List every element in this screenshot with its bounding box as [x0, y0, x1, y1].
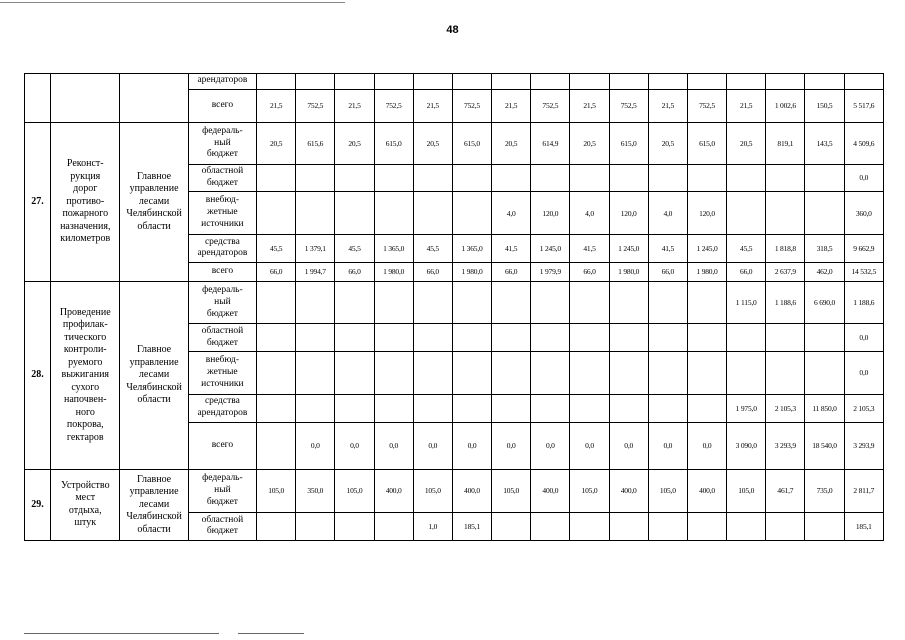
value-cell: 400,0: [374, 469, 413, 512]
value-cell: [570, 394, 609, 422]
value-cell: 1 365,0: [374, 235, 413, 263]
value-cell: [335, 281, 374, 324]
value-cell: [609, 512, 648, 540]
value-cell: 21,5: [648, 89, 687, 123]
value-cell: 105,0: [570, 469, 609, 512]
value-cell: 1 980,0: [687, 262, 726, 281]
value-cell: [296, 512, 335, 540]
value-cell: 615,0: [452, 123, 491, 164]
value-cell: 45,5: [413, 235, 452, 263]
value-cell: 1 245,0: [687, 235, 726, 263]
value-cell: 120,0: [531, 192, 570, 235]
total-cell: 5 517,6: [844, 89, 883, 123]
value-cell: 6 690,0: [805, 281, 844, 324]
value-cell: 21,5: [257, 89, 296, 123]
value-cell: [805, 192, 844, 235]
value-cell: [413, 164, 452, 192]
value-cell: 752,5: [296, 89, 335, 123]
value-cell: 1 980,0: [452, 262, 491, 281]
value-cell: 105,0: [727, 469, 766, 512]
value-cell: 21,5: [413, 89, 452, 123]
value-cell: [257, 394, 296, 422]
value-cell: [609, 394, 648, 422]
value-cell: 819,1: [766, 123, 805, 164]
footer-rule-right: [238, 633, 304, 634]
funding-source: всего: [188, 262, 256, 281]
value-cell: 105,0: [335, 469, 374, 512]
total-cell: 0,0: [844, 352, 883, 395]
responsible-body: Главное управление лесами Челябинской области: [120, 281, 188, 469]
funding-source: внебюд- жетные источники: [188, 192, 256, 235]
value-cell: [570, 74, 609, 90]
value-cell: [296, 164, 335, 192]
table-row: [25, 469, 884, 512]
value-cell: 735,0: [805, 469, 844, 512]
value-cell: 1 980,0: [609, 262, 648, 281]
value-cell: [374, 164, 413, 192]
value-cell: [766, 324, 805, 352]
value-cell: [687, 164, 726, 192]
value-cell: [687, 324, 726, 352]
value-cell: 1 002,6: [766, 89, 805, 123]
value-cell: 143,5: [805, 123, 844, 164]
table-row: [25, 123, 884, 164]
value-cell: 0,0: [531, 422, 570, 469]
value-cell: [296, 324, 335, 352]
funding-source: федераль- ный бюджет: [188, 123, 256, 164]
value-cell: 11 850,0: [805, 394, 844, 422]
value-cell: [648, 74, 687, 90]
value-cell: [452, 324, 491, 352]
row-number: 27.: [25, 123, 51, 282]
value-cell: [335, 192, 374, 235]
value-cell: [648, 281, 687, 324]
value-cell: [257, 422, 296, 469]
value-cell: [335, 324, 374, 352]
value-cell: 615,0: [687, 123, 726, 164]
value-cell: 0,0: [296, 422, 335, 469]
funding-source: всего: [188, 89, 256, 123]
value-cell: [766, 74, 805, 90]
value-cell: [452, 281, 491, 324]
value-cell: 0,0: [609, 422, 648, 469]
value-cell: 615,0: [609, 123, 648, 164]
value-cell: 2 637,9: [766, 262, 805, 281]
funding-source: федераль- ный бюджет: [188, 281, 256, 324]
value-cell: 752,5: [687, 89, 726, 123]
value-cell: [374, 192, 413, 235]
activity-name: Устройство мест отдыха, штук: [51, 469, 120, 540]
value-cell: [570, 512, 609, 540]
value-cell: [374, 281, 413, 324]
value-cell: [296, 394, 335, 422]
value-cell: 0,0: [492, 422, 531, 469]
value-cell: [805, 512, 844, 540]
value-cell: 105,0: [648, 469, 687, 512]
value-cell: [609, 281, 648, 324]
total-cell: [844, 74, 883, 90]
row-number: 29.: [25, 469, 51, 540]
value-cell: [727, 352, 766, 395]
value-cell: [335, 164, 374, 192]
activity-name: Проведение профилак- тического контроли- руемого выжигания сухого напочвен- ного покрова, гектаров: [51, 281, 120, 469]
value-cell: 1 379,1: [296, 235, 335, 263]
funding-source: средства арендаторов: [188, 235, 256, 263]
responsible-body: [120, 74, 188, 123]
value-cell: [531, 324, 570, 352]
value-cell: [727, 512, 766, 540]
value-cell: 120,0: [687, 192, 726, 235]
value-cell: 66,0: [257, 262, 296, 281]
activities-table: [24, 73, 884, 541]
value-cell: 3 090,0: [727, 422, 766, 469]
value-cell: [296, 281, 335, 324]
value-cell: 120,0: [609, 192, 648, 235]
value-cell: [609, 74, 648, 90]
value-cell: 318,5: [805, 235, 844, 263]
value-cell: 0,0: [687, 422, 726, 469]
value-cell: [570, 352, 609, 395]
funding-source: всего: [188, 422, 256, 469]
value-cell: 752,5: [531, 89, 570, 123]
value-cell: 21,5: [492, 89, 531, 123]
value-cell: [492, 352, 531, 395]
value-cell: 20,5: [335, 123, 374, 164]
value-cell: 1 245,0: [609, 235, 648, 263]
value-cell: 400,0: [687, 469, 726, 512]
value-cell: [492, 512, 531, 540]
value-cell: 752,5: [609, 89, 648, 123]
value-cell: [492, 281, 531, 324]
value-cell: 1 818,8: [766, 235, 805, 263]
value-cell: [374, 74, 413, 90]
value-cell: 0,0: [452, 422, 491, 469]
total-cell: 2 105,3: [844, 394, 883, 422]
header-rule: [0, 2, 345, 3]
value-cell: 66,0: [413, 262, 452, 281]
value-cell: 105,0: [257, 469, 296, 512]
value-cell: 1 115,0: [727, 281, 766, 324]
value-cell: [257, 512, 296, 540]
value-cell: [570, 281, 609, 324]
value-cell: [805, 164, 844, 192]
value-cell: [766, 512, 805, 540]
total-cell: 185,1: [844, 512, 883, 540]
value-cell: [413, 74, 452, 90]
value-cell: 400,0: [609, 469, 648, 512]
value-cell: [609, 324, 648, 352]
value-cell: [570, 164, 609, 192]
value-cell: [766, 352, 805, 395]
value-cell: [374, 512, 413, 540]
value-cell: [413, 352, 452, 395]
value-cell: 18 540,0: [805, 422, 844, 469]
value-cell: 21,5: [335, 89, 374, 123]
value-cell: [335, 512, 374, 540]
value-cell: 0,0: [374, 422, 413, 469]
row-number: [25, 74, 51, 123]
funding-source: областной бюджет: [188, 164, 256, 192]
value-cell: 0,0: [648, 422, 687, 469]
value-cell: 0,0: [570, 422, 609, 469]
value-cell: [374, 324, 413, 352]
value-cell: 66,0: [727, 262, 766, 281]
value-cell: 400,0: [452, 469, 491, 512]
table-row: [25, 74, 884, 90]
value-cell: [374, 394, 413, 422]
value-cell: 1 365,0: [452, 235, 491, 263]
value-cell: [257, 281, 296, 324]
value-cell: 615,6: [296, 123, 335, 164]
funding-source: средства арендаторов: [188, 394, 256, 422]
value-cell: 105,0: [413, 469, 452, 512]
value-cell: [335, 74, 374, 90]
value-cell: 150,5: [805, 89, 844, 123]
value-cell: [570, 324, 609, 352]
value-cell: [296, 352, 335, 395]
value-cell: [531, 74, 570, 90]
total-cell: 9 662,9: [844, 235, 883, 263]
value-cell: 752,5: [374, 89, 413, 123]
value-cell: 41,5: [492, 235, 531, 263]
funding-source: арендаторов: [188, 74, 256, 90]
value-cell: 41,5: [570, 235, 609, 263]
value-cell: 1,0: [413, 512, 452, 540]
value-cell: [257, 192, 296, 235]
value-cell: [452, 394, 491, 422]
value-cell: 66,0: [648, 262, 687, 281]
value-cell: 66,0: [492, 262, 531, 281]
value-cell: [531, 352, 570, 395]
value-cell: [413, 281, 452, 324]
value-cell: [727, 192, 766, 235]
funding-source: областной бюджет: [188, 324, 256, 352]
funding-source: федераль- ный бюджет: [188, 469, 256, 512]
total-cell: 360,0: [844, 192, 883, 235]
value-cell: [805, 324, 844, 352]
value-cell: [648, 512, 687, 540]
value-cell: [413, 394, 452, 422]
value-cell: 45,5: [257, 235, 296, 263]
value-cell: [296, 74, 335, 90]
total-cell: 2 811,7: [844, 469, 883, 512]
value-cell: 66,0: [570, 262, 609, 281]
value-cell: 0,0: [413, 422, 452, 469]
value-cell: 105,0: [492, 469, 531, 512]
value-cell: [492, 74, 531, 90]
funding-source: внебюд- жетные источники: [188, 352, 256, 395]
value-cell: [492, 324, 531, 352]
table-row: [25, 281, 884, 324]
value-cell: [452, 164, 491, 192]
value-cell: [492, 394, 531, 422]
responsible-body: Главное управление лесами Челябинской области: [120, 469, 188, 540]
value-cell: [805, 352, 844, 395]
value-cell: 45,5: [727, 235, 766, 263]
value-cell: 41,5: [648, 235, 687, 263]
value-cell: 1 979,9: [531, 262, 570, 281]
value-cell: [257, 324, 296, 352]
value-cell: 20,5: [570, 123, 609, 164]
value-cell: [648, 394, 687, 422]
value-cell: 350,0: [296, 469, 335, 512]
total-cell: 0,0: [844, 164, 883, 192]
total-cell: 1 188,6: [844, 281, 883, 324]
value-cell: [374, 352, 413, 395]
activity-name: Реконст- рукция дорог противо- пожарного назначения, километров: [51, 123, 120, 282]
value-cell: [727, 74, 766, 90]
value-cell: 20,5: [727, 123, 766, 164]
value-cell: [335, 352, 374, 395]
value-cell: [531, 164, 570, 192]
responsible-body: Главное управление лесами Челябинской области: [120, 123, 188, 282]
value-cell: 20,5: [492, 123, 531, 164]
value-cell: [452, 192, 491, 235]
value-cell: 20,5: [257, 123, 296, 164]
footer-rule-left: [24, 633, 219, 634]
value-cell: [452, 74, 491, 90]
value-cell: [296, 192, 335, 235]
value-cell: 0,0: [335, 422, 374, 469]
value-cell: [257, 352, 296, 395]
value-cell: [648, 352, 687, 395]
value-cell: [766, 192, 805, 235]
row-number: 28.: [25, 281, 51, 469]
value-cell: 4,0: [648, 192, 687, 235]
value-cell: [687, 74, 726, 90]
value-cell: 752,5: [452, 89, 491, 123]
value-cell: [257, 164, 296, 192]
total-cell: 0,0: [844, 324, 883, 352]
value-cell: 3 293,9: [766, 422, 805, 469]
value-cell: 4,0: [492, 192, 531, 235]
total-cell: 4 509,6: [844, 123, 883, 164]
value-cell: 45,5: [335, 235, 374, 263]
value-cell: [335, 394, 374, 422]
value-cell: 20,5: [648, 123, 687, 164]
value-cell: 21,5: [727, 89, 766, 123]
value-cell: [687, 281, 726, 324]
value-cell: [452, 352, 491, 395]
activity-name: [51, 74, 120, 123]
total-cell: 14 532,5: [844, 262, 883, 281]
value-cell: [687, 352, 726, 395]
value-cell: 462,0: [805, 262, 844, 281]
value-cell: [413, 192, 452, 235]
value-cell: 1 188,6: [766, 281, 805, 324]
value-cell: 1 975,0: [727, 394, 766, 422]
value-cell: [257, 74, 296, 90]
value-cell: 66,0: [335, 262, 374, 281]
value-cell: [531, 512, 570, 540]
value-cell: [766, 164, 805, 192]
value-cell: 21,5: [570, 89, 609, 123]
value-cell: [687, 394, 726, 422]
value-cell: 20,5: [413, 123, 452, 164]
value-cell: [727, 164, 766, 192]
value-cell: 1 994,7: [296, 262, 335, 281]
value-cell: 2 105,3: [766, 394, 805, 422]
value-cell: 461,7: [766, 469, 805, 512]
value-cell: 1 245,0: [531, 235, 570, 263]
total-cell: 3 293,9: [844, 422, 883, 469]
value-cell: [687, 512, 726, 540]
value-cell: 185,1: [452, 512, 491, 540]
value-cell: 1 980,0: [374, 262, 413, 281]
value-cell: [727, 324, 766, 352]
value-cell: [531, 394, 570, 422]
value-cell: [609, 164, 648, 192]
funding-source: областной бюджет: [188, 512, 256, 540]
value-cell: 614,9: [531, 123, 570, 164]
value-cell: [805, 74, 844, 90]
value-cell: [413, 324, 452, 352]
value-cell: 615,0: [374, 123, 413, 164]
value-cell: 4,0: [570, 192, 609, 235]
value-cell: [648, 324, 687, 352]
value-cell: [492, 164, 531, 192]
page-number: 48: [446, 24, 459, 36]
value-cell: 400,0: [531, 469, 570, 512]
value-cell: [531, 281, 570, 324]
value-cell: [609, 352, 648, 395]
value-cell: [648, 164, 687, 192]
